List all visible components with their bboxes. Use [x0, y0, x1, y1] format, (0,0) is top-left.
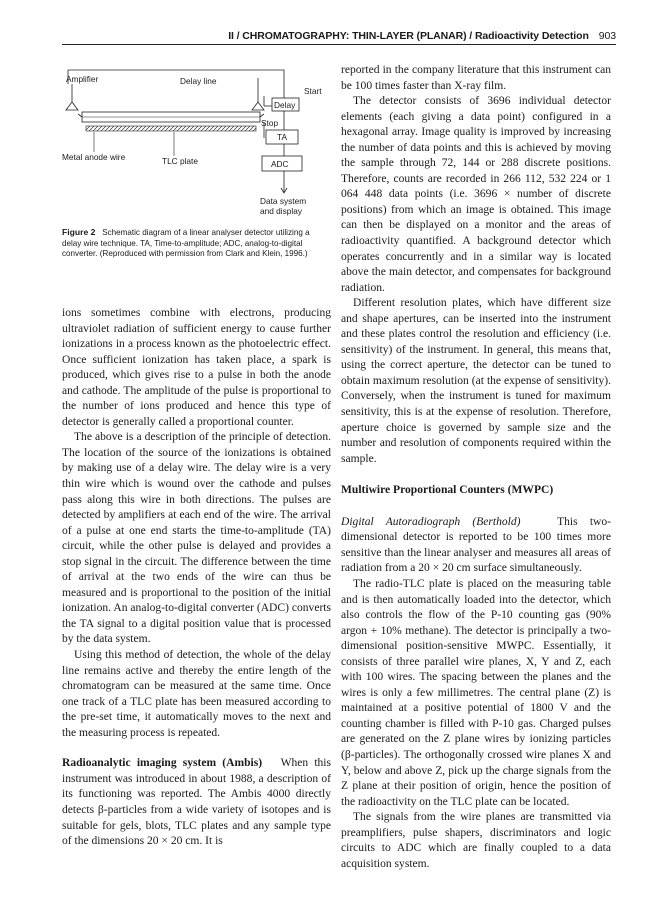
left-paragraph-3: Using this method of detection, the whole of the delay line remains active and thereby the entire length of the chromatogram can be measured at the same time. Once one track of a TLC plate has been measured according to the pre-set time, it automatically moves to the next and the measuring process is repeated.	[62, 649, 331, 739]
label-start: Start	[304, 86, 322, 96]
right-column	[341, 63, 611, 872]
right-paragraph-5: The radio-TLC plate is placed on the measuring table and is then automatically loaded into the detector, which also controls the flow of the P-10 counting gas (90% argon + 10% methane). The detector is principally a two-dimensional position-sensitive MWPC. Essentially, it consists of three parallel wire planes, X, Y and Z, each with 100 wires. The spacing between the planes and the wires is only a few millimetres. The central plane (Z) is maintained at a positive potential of 1800 V and the counting chamber is filled with P-10 gas. Charged pulses are generated on the Z plane wires by ionizing particles (β-particles). The orthogonally crossed wire planes X and Y, below and above Z, pick up the charge signals from the Z plane at their position of origin, hence the position of the radioactivity on the TLC plate can be located.	[341, 577, 611, 808]
delay-wire-diagram	[62, 62, 331, 220]
page-number: 903	[598, 30, 616, 42]
label-adc: ADC	[271, 159, 289, 169]
berthold-paren: (Berthold)	[472, 515, 521, 528]
right-paragraph-4	[341, 515, 611, 577]
label-data-system-1: Data system	[260, 196, 307, 206]
right-paragraph-6: The signals from the wire planes are transmitted via preamplifiers, pulse shapers, discriminators and logic circuits to ADC which are finally coupled to a data acquisition system.	[341, 811, 611, 870]
label-stop: Stop	[261, 118, 279, 128]
running-title: II / CHROMATOGRAPHY: THIN-LAYER (PLANAR) / Radioactivity Detection	[228, 30, 589, 42]
label-amplifier: Amplifier	[66, 74, 99, 84]
figure-2-schematic	[62, 62, 331, 220]
section-title-mwpc: Multiwire Proportional Counters (MWPC)	[341, 484, 554, 497]
label-tlc-plate: TLC plate	[162, 156, 198, 166]
right-paragraph-3: Different resolution plates, which have different size and shape apertures, can be inserted into the instrument and these plates control the resolution and efficiency (i.e. sensitivity) of the instrument. In general, this means that, using the correct aperture, the detector can be tuned to obtain maximum resolution (at the expense of sensitivity). Conversely, when the instrument is tuned for maximum sensitivity, this is at the expense of resolution. Therefore, aperture choice is governed by sample size and the number and resolution of components required within the sample.	[341, 297, 611, 465]
figure-caption	[62, 227, 331, 260]
amplifier-left-icon	[66, 102, 78, 110]
running-head	[228, 30, 616, 42]
header-rule	[62, 44, 616, 45]
enclosure-line	[68, 70, 284, 104]
label-data-system-2: and display	[260, 206, 302, 216]
right-paragraph-1: reported in the company literature that this instrument can be 100 times faster than X-ray film.	[341, 64, 611, 92]
digital-autoradiograph-body: This two-dimensional detector is reported to be 100 times more sensitive than the linear analyser and measures all areas of radiation from a 20 × 20 cm surface simultaneously.	[341, 515, 611, 575]
tlc-plate-shape	[86, 126, 256, 131]
ambis-subhead: Radioanalytic imaging system (Ambis)	[62, 757, 263, 770]
left-column	[62, 306, 331, 850]
label-delay: Delay	[274, 100, 296, 110]
caption-label: Figure 2	[62, 227, 96, 237]
label-ta: TA	[277, 132, 287, 142]
left-paragraph-4	[62, 756, 331, 849]
label-delay-line: Delay line	[180, 76, 217, 86]
label-metal-anode-wire: Metal anode wire	[62, 152, 126, 162]
right-paragraph-2: The detector consists of 3696 individual detector elements (each giving a data point) configured in a hexagonal array. Image quality is improved by increasing the number of data points and this is achieved by moving the sample through 72, 144 or 288 discrete positions. Therefore, counts are recorded in 266 112, 532 224 or 1 064 448 data points (i.e. 3696 × number of discrete positions) from which an image is obtained. This image can then be displayed on a monitor and the areas of radioactivity quantified. A background detector which operates concurrently and in a similar way is located above the main detector, and compensates for background radiation.	[341, 95, 611, 294]
left-paragraph-2: The above is a description of the principle of detection. The location of the source of the ionizations is obtained by making use of a delay wire. The delay wire is a very thin wire which is wound over the cathode and pulses pass along this wire in both directions. The pulses are detected by amplifiers at each end of the wire. The arrival of a pulse at one end starts the time-to-amplitude (TA) circuit, while the other pulse is delayed and provides a stop signal in the circuit. The difference between the time of arrival at the two ends of the wire can thus be measured and is proportional to the position of the initial ionization. An analog-to-digital converter (ADC) converts the TA signal to a digital position value that is processed by the data system.	[62, 431, 331, 646]
left-paragraph-1: ions sometimes combine with electrons, producing ultraviolet radiation of sufficient energy to cause further ionizations in a process known as the photoelectric effect. Once sufficient ionization has taken place, a spark is produced, which gives rise to a pulse in both the anode and cathode. The amplitude of the pulse is proportional to the number of ions produced and hence this type of detector is generally called a proportional counter.	[62, 307, 331, 428]
amplifier-right-icon	[252, 102, 264, 110]
caption-text: Schematic diagram of a linear analyser detector utilizing a delay wire technique. TA, Time-to-amplitude; ADC, analog-to-digital converter. (Reproduced with permission from Clark and Klein, 1996.)	[62, 228, 310, 259]
digital-autoradiograph-head: Digital Autoradiograph	[341, 515, 461, 528]
ambis-body: When this instrument was introduced in about 1988, a description of its functioning was reported. The Ambis 4000 directly detects β-particles from a wide variety of isotopes and is suitable for gels, blots, TLC plates and any sample type of the dimensions 20 × 20 cm. It is	[62, 757, 332, 848]
